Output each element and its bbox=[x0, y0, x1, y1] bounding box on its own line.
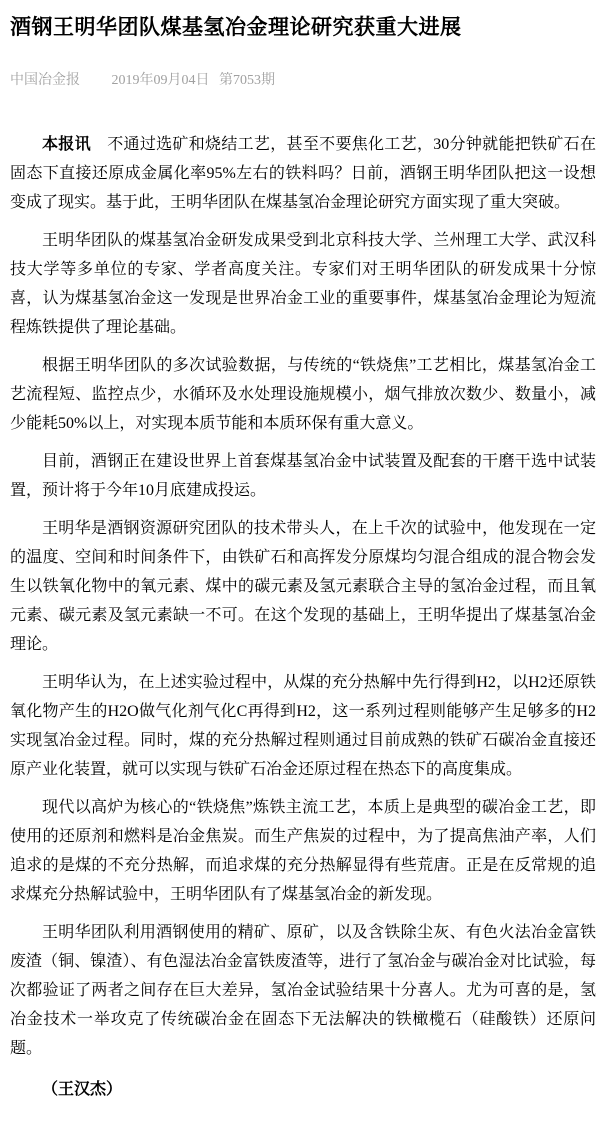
article-paragraph: 王明华认为，在上述实验过程中，从煤的充分热解中先行得到H2，以H2还原铁氧化物产生的H2O做气化剂气化C再得到H2，这一系列过程则能够产生足够多的H2实现氢冶金过程。同时，煤的充分热解过程则通过目前成熟的铁矿石碳冶金直接还原产业化装置，就可以实现与铁矿石冶金还原过程在热态下的高度集成。 bbox=[10, 674, 596, 778]
author-signature: （王汉杰） bbox=[42, 1081, 123, 1098]
article-body bbox=[10, 130, 596, 1104]
article-paragraph: 目前，酒钢正在建设世界上首套煤基氢冶金中试装置及配套的干磨干选中试装置，预计将于今年10月底建成投运。 bbox=[10, 453, 596, 499]
article-paragraph: 王明华是酒钢资源研究团队的技术带头人，在上千次的试验中，他发现在一定的温度、空间和时间条件下，由铁矿石和高挥发分原煤均匀混合组成的混合物会发生以铁氧化物中的氧元素、煤中的碳元素及氢元素联合主导的氢冶金过程，而且氧元素、碳元素及氢元素缺一不可。在这个发现的基础上，王明华提出了煤基氢冶金理论。 bbox=[10, 520, 596, 653]
issue-number: 第7053期 bbox=[219, 73, 275, 88]
article-paragraph: 根据王明华团队的多次试验数据，与传统的“铁烧焦”工艺相比，煤基氢冶金工艺流程短、监控点少，水循环及水处理设施规模小，烟气排放次数少、数量小，减少能耗50%以上，对实现本质节能和本质环保有重大意义。 bbox=[10, 357, 596, 432]
article-paragraph: 王明华团队利用酒钢使用的精矿、原矿，以及含铁除尘灰、有色火法冶金富铁废渣（铜、镍渣）、有色湿法冶金富铁废渣等，进行了氢冶金与碳冶金对比试验，每次都验证了两者之间存在巨大差异，氢冶金试验结果十分喜人。尤为可喜的是，氢冶金技术一举攻克了传统碳冶金在固态下无法解决的铁橄榄石（硅酸铁）还原问题。 bbox=[10, 924, 596, 1057]
article-title: 酒钢王明华团队煤基氢冶金理论研究获重大进展 bbox=[10, 15, 462, 39]
lead-label: 本报讯 bbox=[42, 136, 91, 153]
article-paragraph-lead bbox=[10, 130, 596, 217]
lead-text: 不通过选矿和烧结工艺，甚至不要焦化工艺，30分钟就能把铁矿石在固态下直接还原成金属化率95%左右的铁料吗？日前，酒钢王明华团队把这一设想变成了现实。基于此，王明华团队在煤基氢冶金理论研究方面实现了重大突破。 bbox=[10, 136, 596, 211]
article-paragraph: 王明华团队的煤基氢冶金研发成果受到北京科技大学、兰州理工大学、武汉科技大学等多单位的专家、学者高度关注。专家们对王明华团队的研发成果十分惊喜，认为煤基氢冶金这一发现是世界冶金工业的重要事件，煤基氢冶金理论为短流程炼铁提供了理论基础。 bbox=[10, 232, 596, 336]
source-name: 中国冶金报 bbox=[10, 73, 80, 88]
article-paragraph: 现代以高炉为核心的“铁烧焦”炼铁主流工艺，本质上是典型的碳冶金工艺，即使用的还原剂和燃料是冶金焦炭。而生产焦炭的过程中，为了提高焦油产率，人们追求的是煤的不充分热解，而追求煤的充分热解显得有些荒唐。正是在反常规的追求煤充分热解试验中，王明华团队有了煤基氢冶金的新发现。 bbox=[10, 799, 596, 903]
article-byline bbox=[10, 72, 596, 90]
publish-date: 2019年09月04日 bbox=[111, 73, 210, 88]
